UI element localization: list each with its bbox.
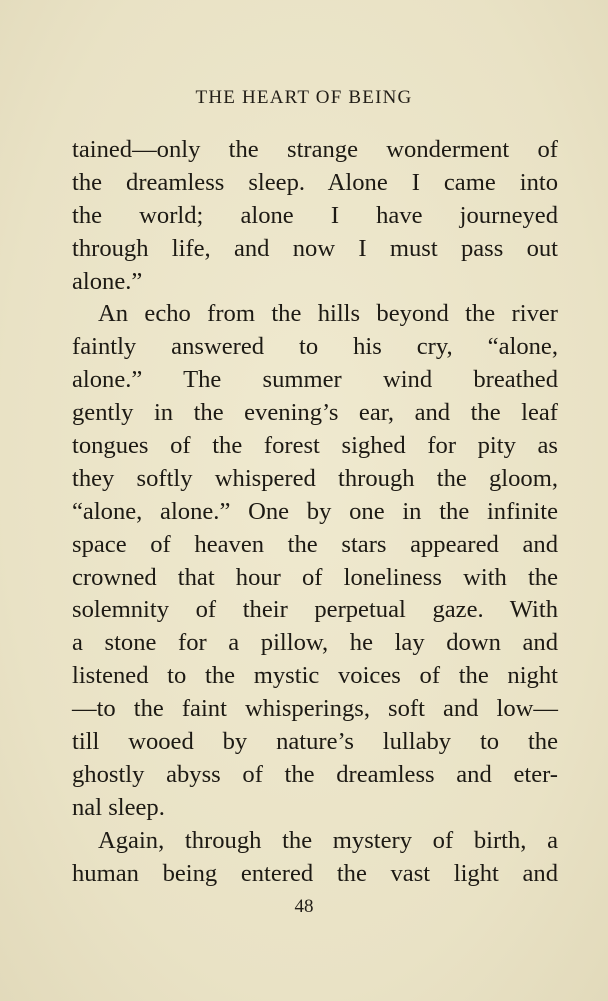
text-line: Again, through the mystery of birth, a bbox=[98, 826, 558, 854]
text-line: human being entered the vast light and bbox=[72, 859, 558, 887]
text-line: they softly whispered through the gloom, bbox=[72, 464, 558, 492]
text-line: till wooed by nature’s lullaby to the bbox=[72, 728, 558, 756]
text-line: faintly answered to his cry, “alone, bbox=[72, 333, 558, 361]
paragraph bbox=[72, 134, 558, 298]
text-line: tongues of the forest sighed for pity as bbox=[72, 432, 558, 460]
text-line: tained—only the strange wonderment of bbox=[72, 136, 558, 163]
text-line: through life, and now I must pass out bbox=[72, 234, 558, 262]
running-head: THE HEART OF BEING bbox=[195, 87, 413, 108]
paragraph bbox=[72, 298, 558, 824]
page-number: 48 bbox=[294, 896, 314, 917]
text-line: a stone for a pillow, he lay down and bbox=[72, 629, 558, 657]
text-line: alone.” bbox=[72, 267, 143, 295]
text-line: the dreamless sleep. Alone I came into bbox=[72, 168, 558, 196]
text-line: space of heaven the stars appeared and bbox=[72, 530, 558, 558]
text-line: crowned that hour of loneliness with the bbox=[72, 563, 558, 591]
text-line: nal sleep. bbox=[72, 793, 165, 821]
text-line: listened to the mystic voices of the night bbox=[72, 662, 558, 690]
text-line: alone.” The summer wind breathed bbox=[72, 366, 558, 394]
text-line: An echo from the hills beyond the river bbox=[98, 300, 558, 328]
text-line: —to the faint whisperings, soft and low— bbox=[72, 695, 558, 723]
text-line: gently in the evening’s ear, and the leaf bbox=[72, 399, 558, 427]
text-line: the world; alone I have journeyed bbox=[72, 201, 558, 229]
text-line: ghostly abyss of the dreamless and eter- bbox=[72, 760, 558, 788]
body-text bbox=[72, 134, 558, 890]
paragraph bbox=[72, 825, 558, 891]
text-line: “alone, alone.” One by one in the infinite bbox=[72, 497, 558, 525]
text-line: solemnity of their perpetual gaze. With bbox=[72, 596, 558, 624]
